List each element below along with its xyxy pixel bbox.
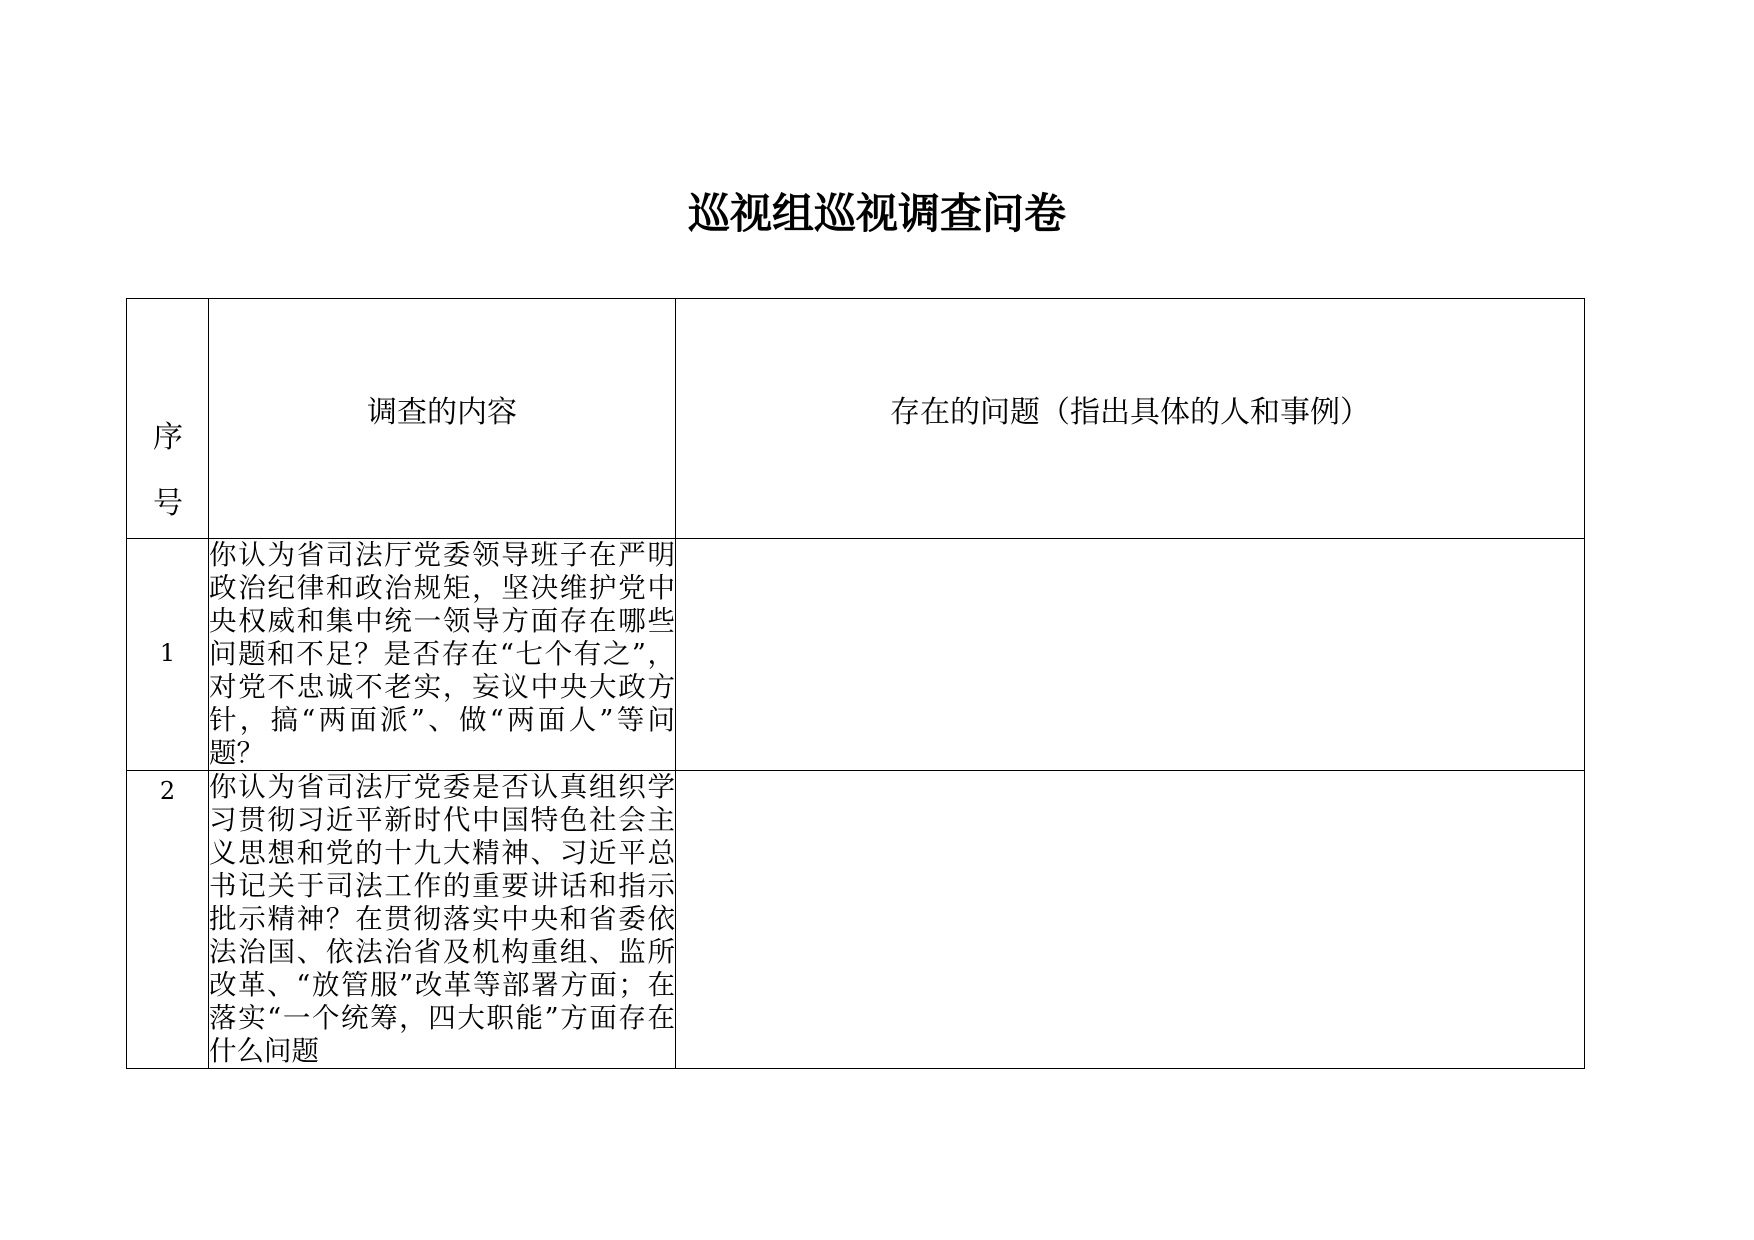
survey-table	[126, 298, 1585, 1069]
header-issues-label: 存在的问题（指出具体的人和事例）	[890, 395, 1370, 430]
row-seq-cell	[127, 771, 209, 1069]
table-row	[127, 771, 1585, 1069]
row-seq-number: 1	[159, 639, 176, 667]
document-title: 巡视组巡视调查问卷	[687, 189, 1066, 238]
table-header-row	[127, 299, 1585, 539]
header-seq-label: 序 号	[153, 420, 183, 521]
row-seq-number: 2	[159, 777, 176, 805]
header-seq	[127, 299, 209, 539]
row-issues-cell[interactable]	[676, 539, 1585, 771]
row-seq-cell	[127, 539, 209, 771]
header-content	[209, 299, 676, 539]
row-content-cell: 你认为省司法厅党委是否认真组织学习贯彻习近平新时代中国特色社会主义思想和党的十九大精神、习近平总书记关于司法工作的重要讲话和指示批示精神？在贯彻落实中央和省委依法治国、依法治省及机构重组、监所改革、“放管服”改革等部署方面；在落实“一个统筹，四大职能”方面存在什么问题	[209, 771, 675, 1067]
header-content-label: 调查的内容	[367, 395, 517, 430]
header-issues	[676, 299, 1585, 539]
row-content-cell: 你认为省司法厅党委领导班子在严明政治纪律和政治规矩，坚决维护党中央权威和集中统一领导方面存在哪些问题和不足？是否存在“七个有之”，对党不忠诚不老实，妄议中央大政方针，搞“两面派”、做“两面人”等问题？	[209, 539, 675, 769]
table-row	[127, 539, 1585, 771]
row-issues-cell[interactable]	[676, 771, 1585, 1069]
